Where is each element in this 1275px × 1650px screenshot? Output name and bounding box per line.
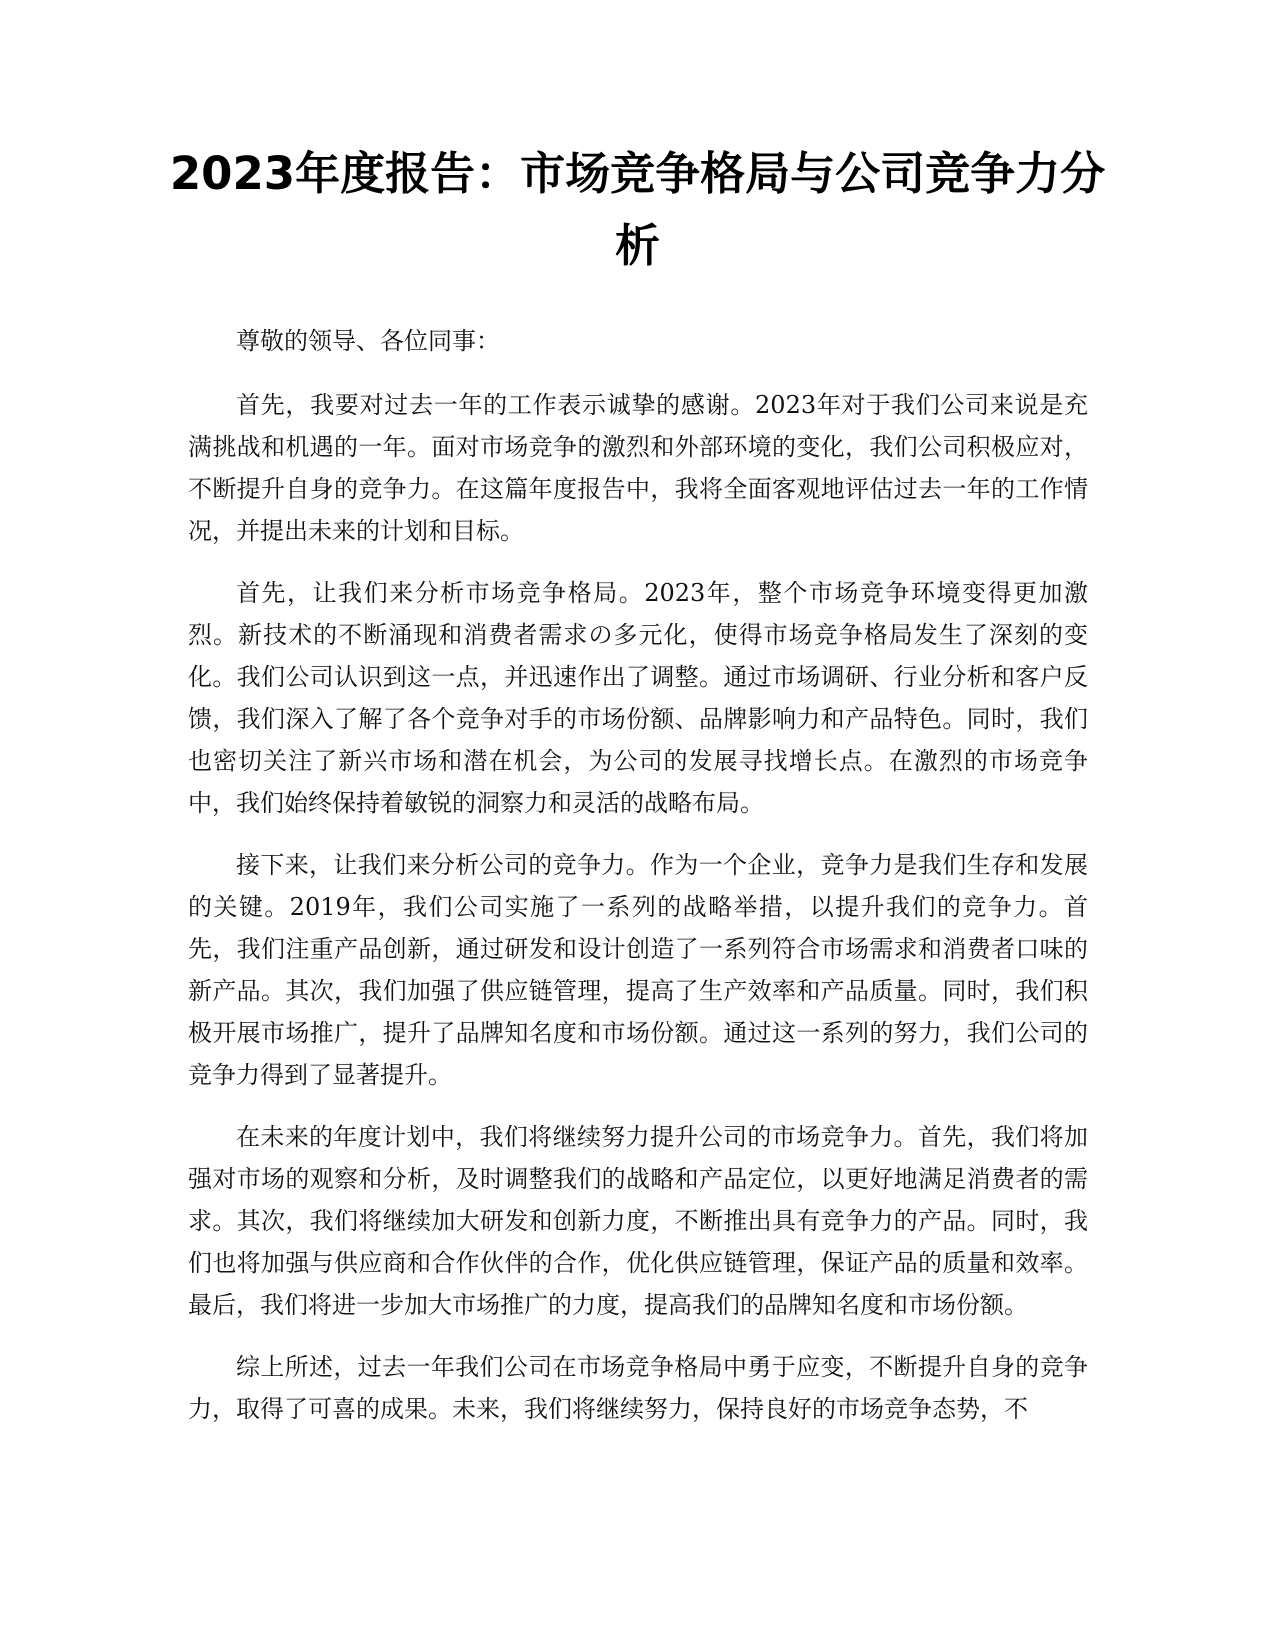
paragraph-introduction: 首先，我要对过去一年的工作表示诚挚的感谢。2023年对于我们公司来说是充满挑战和机遇的一年。面对市场竞争的激烈和外部环境的变化，我们公司积极应对，不断提升自身的竞争力。在这篇年度报告中，我将全面客观地评估过去一年的工作情况，并提出未来的计划和目标。 xyxy=(188,391,1088,545)
salutation: 尊敬的领导、各位同事： xyxy=(236,327,500,355)
paragraph-future-plan: 在未来的年度计划中，我们将继续努力提升公司的市场竞争力。首先，我们将加强对市场的观察和分析，及时调整我们的战略和产品定位，以更好地满足消费者的需求。其次，我们将继续加大研发和创新力度，不断推出具有竞争力的产品。同时，我们也将加强与供应商和合作伙伴的合作，优化供应链管理，保证产品的质量和效率。最后，我们将进一步加大市场推广的力度，提高我们的品牌知名度和市场份额。 xyxy=(188,1123,1088,1319)
paragraph-competitiveness: 接下来，让我们来分析公司的竞争力。作为一个企业，竞争力是我们生存和发展的关键。2019年，我们公司实施了一系列的战略举措，以提升我们的竞争力。首先，我们注重产品创新，通过研发和设计创造了一系列符合市场需求和消费者口味的新产品。其次，我们加强了供应链管理，提高了生产效率和产品质量。同时，我们积极开展市场推广，提升了品牌知名度和市场份额。通过这一系列的努力，我们公司的竞争力得到了显著提升。 xyxy=(188,851,1088,1089)
paragraph-market-analysis: 首先，让我们来分析市场竞争格局。2023年，整个市场竞争环境变得更加激烈。新技术的不断涌现和消费者需求の多元化，使得市场竞争格局发生了深刻的变化。我们公司认识到这一点，并迅速作出了调整。通过市场调研、行业分析和客户反馈，我们深入了解了各个竞争对手的市场份额、品牌影响力和产品特色。同时，我们也密切关注了新兴市场和潜在机会，为公司的发展寻找增长点。在激烈的市场竞争中，我们始终保持着敏锐的洞察力和灵活的战略布局。 xyxy=(188,579,1088,817)
document-body xyxy=(188,320,1088,1450)
document-title: 2023年度报告：市场竞争格局与公司竞争力分析 xyxy=(169,147,1106,272)
paragraph-conclusion: 综上所述，过去一年我们公司在市场竞争格局中勇于应变，不断提升自身的竞争力，取得了可喜的成果。未来，我们将继续努力，保持良好的市场竞争态势，不 xyxy=(188,1353,1088,1423)
